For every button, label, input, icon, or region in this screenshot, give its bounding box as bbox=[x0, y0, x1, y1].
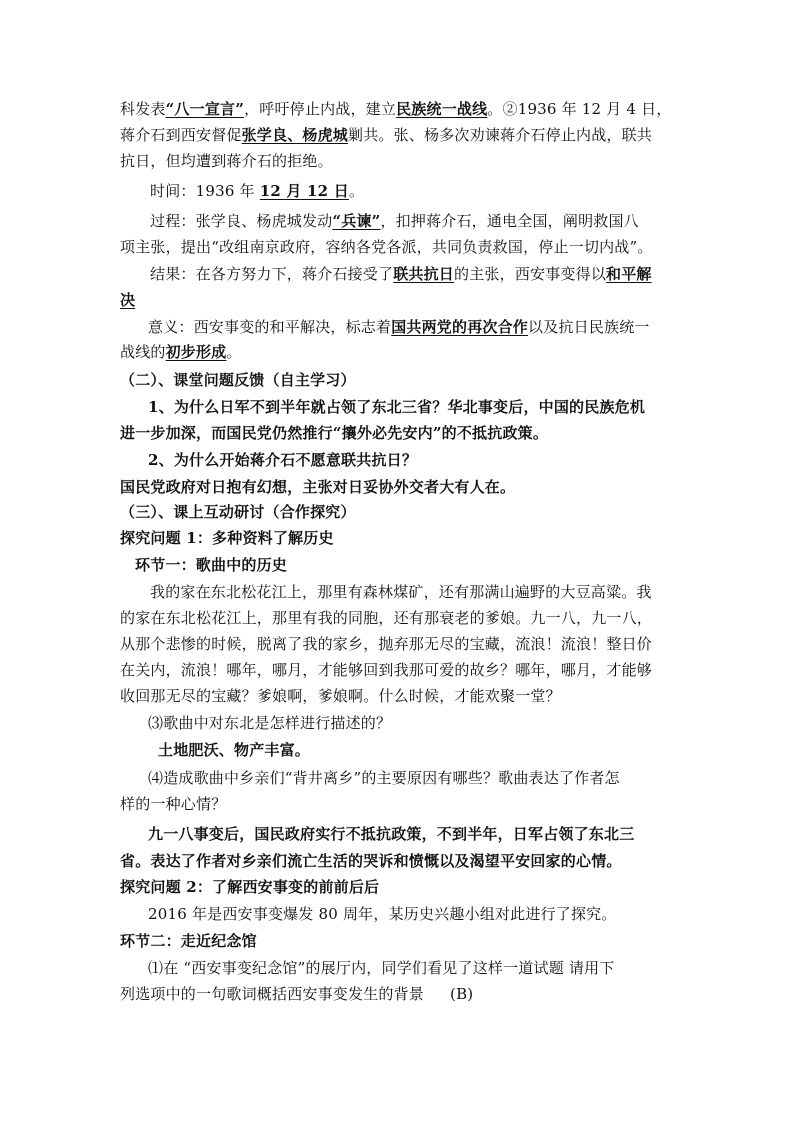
song-line: 从那个悲惨的时候，脱离了我的家乡，抛弃那无尽的宝藏，流浪！流浪！整日价 bbox=[120, 635, 653, 653]
question: 2、为什么开始蒋介石不愿意联共抗日？ bbox=[148, 451, 418, 469]
topic-heading: 探究问题 1：多种资料了解历史 bbox=[120, 529, 334, 547]
text: 意义：西安事变的和平解决，标志着 bbox=[148, 318, 392, 336]
result-line bbox=[150, 262, 652, 286]
time-line bbox=[150, 179, 364, 203]
highlight-term: 民族统一战线 bbox=[396, 100, 488, 118]
text: 以及抗日民族统一 bbox=[528, 318, 650, 336]
paragraph-line bbox=[120, 123, 652, 147]
text: 结果：在各方努力下，蒋介石接受了 bbox=[150, 265, 394, 283]
highlight-term: 国共两党的再次合作 bbox=[391, 318, 529, 336]
text: 战线的 bbox=[120, 343, 166, 361]
link-heading: 环节二：走近纪念馆 bbox=[120, 932, 257, 950]
highlight-term: 和平解 bbox=[606, 265, 652, 283]
topic-heading: 探究问题 2：了解西安事变的前前后后 bbox=[120, 878, 380, 896]
section-heading: （三）、课上互动研讨（合作探究） bbox=[120, 503, 356, 521]
answer-choice: (B) bbox=[450, 985, 474, 1003]
question: 进一步加深，而国民党仍然推行“攘外必先安内”的不抵抗政策。 bbox=[120, 424, 549, 442]
highlight-term: 12 月 12 日 bbox=[259, 182, 349, 200]
text: 的主张，西安事变得以 bbox=[454, 265, 607, 283]
text: 科发表 bbox=[120, 100, 166, 118]
text: 列选项中的一句歌词概括西安事变发生的背景 bbox=[120, 985, 425, 1003]
text: 。 bbox=[348, 182, 365, 200]
paragraph-line: 项主张，提出“改组南京政府，容纳各党各派，共同负责救国，停止一切内战”。 bbox=[120, 238, 653, 256]
answer: 九一八事变后，国民政府实行不抵抗政策，不到半年，日军占领了东北三 bbox=[148, 825, 635, 843]
highlight-term: 初步形成 bbox=[165, 343, 227, 361]
text: ，扣押蒋介石，通电全国，阐明救国八 bbox=[380, 212, 639, 230]
paragraph-line: 2016 年是西安事变爆发 80 周年，某历史兴趣小组对此进行了探究。 bbox=[148, 905, 617, 923]
paragraph-line bbox=[120, 288, 135, 312]
question: 样的一种心情？ bbox=[120, 795, 227, 813]
highlight-term: 决 bbox=[120, 291, 136, 309]
meaning-line bbox=[148, 315, 650, 339]
process-line bbox=[150, 209, 639, 233]
question: ⑴在 “西安事变纪念馆”的展厅内，同学们看见了这样一道试题 请用下 bbox=[148, 959, 615, 977]
paragraph-line: 抗日，但均遭到蒋介石的拒绝。 bbox=[120, 152, 333, 170]
text: 蒋介石到西安督促 bbox=[120, 126, 242, 144]
text: 时间：1936 年 bbox=[150, 182, 260, 200]
question: ⑶歌曲中对东北是怎样进行描述的？ bbox=[148, 714, 392, 732]
highlight-term: “兵谏” bbox=[332, 212, 381, 230]
text: 过程：张学良、杨虎城发动 bbox=[150, 212, 333, 230]
link-heading: 环节一：歌曲中的历史 bbox=[135, 556, 288, 574]
highlight-term: “八一宣言” bbox=[165, 100, 245, 118]
question: ⑷造成歌曲中乡亲们“背井离乡”的主要原因有哪些？歌曲表达了作者怎 bbox=[148, 769, 620, 787]
song-line: 在关内，流浪！哪年，哪月，才能够回到我那可爱的故乡？哪年，哪月，才能够 bbox=[120, 661, 653, 679]
question: 1、为什么日军不到半年就占领了东北三省？华北事变后，中国的民族危机 bbox=[148, 398, 646, 416]
answer: 省。表达了作者对乡亲们流亡生活的哭诉和愤慨以及渴望平安回家的心情。 bbox=[120, 852, 622, 870]
text: 。②1936 年 12 月 4 日， bbox=[487, 100, 672, 118]
text: ，呼吁停止内战，建立 bbox=[244, 100, 397, 118]
paragraph-line bbox=[120, 340, 242, 364]
highlight-term: 联共抗日 bbox=[393, 265, 455, 283]
answer: 国民党政府对日抱有幻想，主张对日妥协外交者大有人在。 bbox=[120, 478, 516, 496]
song-line: 收回那无尽的宝藏？爹娘啊，爹娘啊。什么时候，才能欢聚一堂？ bbox=[120, 687, 561, 705]
section-heading: （二）、课堂问题反馈（自主学习） bbox=[120, 371, 356, 389]
text: 。 bbox=[226, 343, 242, 361]
question bbox=[120, 982, 473, 1006]
paragraph-line bbox=[120, 97, 672, 121]
text: 剿共。张、杨多次劝谏蒋介石停止内战，联共 bbox=[348, 126, 653, 144]
song-line: 的家在东北松花江上，那里有我的同胞，还有那衰老的爹娘。九一八，九一八， bbox=[120, 609, 653, 627]
answer: 土地肥沃、物产丰富。 bbox=[158, 741, 311, 759]
song-line: 我的家在东北松花江上，那里有森林煤矿，还有那满山遍野的大豆高粱。我 bbox=[150, 583, 652, 601]
highlight-term: 张学良、杨虎城 bbox=[241, 126, 349, 144]
